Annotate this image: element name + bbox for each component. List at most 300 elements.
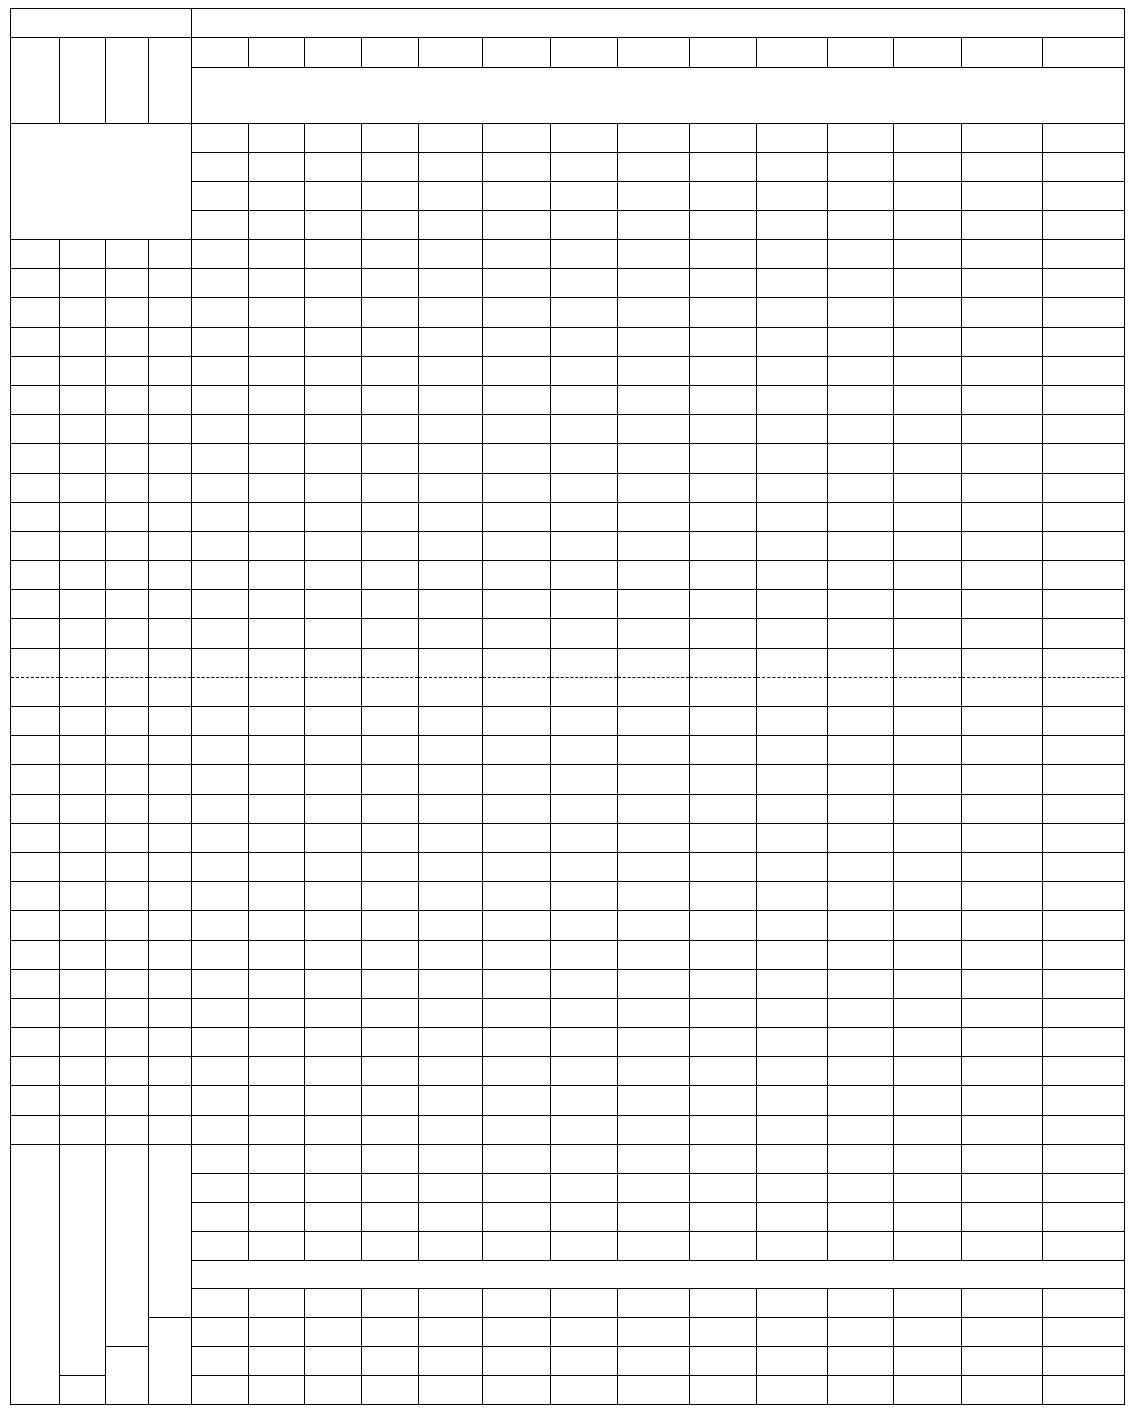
load-value bbox=[551, 823, 618, 852]
table-row bbox=[11, 561, 1125, 590]
load-value bbox=[305, 707, 362, 736]
displacement-value bbox=[11, 502, 60, 531]
table-row bbox=[11, 1317, 1125, 1346]
load-value bbox=[419, 619, 483, 648]
load-value bbox=[305, 969, 362, 998]
load-value bbox=[551, 765, 618, 794]
load-value bbox=[419, 1057, 483, 1086]
stiffness-value bbox=[618, 1288, 690, 1317]
load-value bbox=[551, 998, 618, 1027]
load-value bbox=[483, 153, 551, 182]
load-value bbox=[551, 298, 618, 327]
displacement-value bbox=[11, 590, 60, 619]
load-value bbox=[249, 502, 305, 531]
load-value bbox=[192, 385, 249, 414]
load-value bbox=[894, 240, 962, 269]
load-value bbox=[362, 1028, 419, 1057]
load-value bbox=[483, 356, 551, 385]
load-value bbox=[1043, 124, 1125, 153]
load-value bbox=[690, 823, 757, 852]
load-value bbox=[618, 1057, 690, 1086]
displacement-value bbox=[60, 707, 106, 736]
displacement-value bbox=[11, 561, 60, 590]
load-value bbox=[551, 385, 618, 414]
displacement-value bbox=[149, 765, 192, 794]
load-value bbox=[690, 1115, 757, 1144]
load-value bbox=[483, 852, 551, 881]
displacement-value bbox=[106, 794, 149, 823]
load-value bbox=[962, 940, 1043, 969]
load-value bbox=[483, 677, 551, 706]
load-value bbox=[1043, 794, 1125, 823]
load-value bbox=[690, 473, 757, 502]
displacement-range-label bbox=[11, 124, 192, 240]
load-value bbox=[249, 969, 305, 998]
displacement-value bbox=[106, 561, 149, 590]
load-value bbox=[618, 852, 690, 881]
table-row bbox=[11, 619, 1125, 648]
load-value bbox=[192, 561, 249, 590]
stiffness-value bbox=[362, 1375, 419, 1404]
load-value bbox=[894, 153, 962, 182]
load-value bbox=[362, 327, 419, 356]
load-value bbox=[690, 415, 757, 444]
load-value bbox=[894, 911, 962, 940]
load-value bbox=[962, 240, 1043, 269]
id-number bbox=[962, 38, 1043, 68]
load-value bbox=[419, 298, 483, 327]
stiffness-value bbox=[894, 1317, 962, 1346]
load-value bbox=[249, 590, 305, 619]
load-value bbox=[305, 736, 362, 765]
load-value bbox=[757, 444, 828, 473]
load-value bbox=[690, 211, 757, 240]
displacement-value bbox=[60, 502, 106, 531]
load-value bbox=[894, 385, 962, 414]
load-value bbox=[305, 1115, 362, 1144]
displacement-value bbox=[106, 940, 149, 969]
load-value bbox=[828, 153, 894, 182]
load-value bbox=[894, 182, 962, 211]
displacement-value bbox=[60, 969, 106, 998]
load-value bbox=[362, 590, 419, 619]
load-value bbox=[690, 1202, 757, 1231]
load-value bbox=[1043, 531, 1125, 560]
load-value bbox=[1043, 911, 1125, 940]
load-value bbox=[249, 1057, 305, 1086]
load-value bbox=[894, 211, 962, 240]
stiffness-value bbox=[828, 1375, 894, 1404]
load-value bbox=[894, 969, 962, 998]
load-value bbox=[618, 1202, 690, 1231]
load-value bbox=[962, 444, 1043, 473]
load-value bbox=[551, 531, 618, 560]
load-value bbox=[828, 1057, 894, 1086]
load-value bbox=[618, 619, 690, 648]
load-value bbox=[1043, 415, 1125, 444]
load-value bbox=[249, 1086, 305, 1115]
load-value bbox=[690, 794, 757, 823]
load-value bbox=[1043, 852, 1125, 881]
load-value bbox=[894, 882, 962, 911]
stiffness-value bbox=[419, 1288, 483, 1317]
load-value bbox=[1043, 940, 1125, 969]
load-value bbox=[690, 648, 757, 677]
load-value bbox=[192, 998, 249, 1027]
stiffness-value bbox=[551, 1317, 618, 1346]
load-value bbox=[419, 1173, 483, 1202]
stiffness-value bbox=[192, 1288, 249, 1317]
load-value bbox=[362, 998, 419, 1027]
load-value bbox=[690, 590, 757, 619]
stiffness-value bbox=[483, 1288, 551, 1317]
load-value bbox=[551, 1144, 618, 1173]
displacement-value bbox=[149, 327, 192, 356]
load-value bbox=[618, 385, 690, 414]
load-value bbox=[192, 415, 249, 444]
stiffness-value bbox=[690, 1375, 757, 1404]
displacement-value bbox=[106, 1115, 149, 1144]
load-value bbox=[551, 1028, 618, 1057]
load-value bbox=[894, 1202, 962, 1231]
load-value bbox=[483, 882, 551, 911]
stiffness-value bbox=[1043, 1288, 1125, 1317]
table-row bbox=[11, 1375, 1125, 1404]
load-value bbox=[757, 356, 828, 385]
stiffness-value bbox=[1043, 1375, 1125, 1404]
load-value bbox=[962, 590, 1043, 619]
stiffness-value bbox=[1043, 1317, 1125, 1346]
load-value bbox=[419, 794, 483, 823]
series-value bbox=[11, 38, 60, 124]
displacement-value bbox=[106, 356, 149, 385]
load-value bbox=[192, 1231, 249, 1260]
load-value bbox=[305, 415, 362, 444]
load-value bbox=[362, 240, 419, 269]
displacement-value bbox=[60, 998, 106, 1027]
load-value bbox=[362, 153, 419, 182]
displacement-value bbox=[60, 940, 106, 969]
series-value bbox=[60, 38, 106, 124]
load-value bbox=[551, 940, 618, 969]
table-row bbox=[11, 1346, 1125, 1375]
displacement-value bbox=[11, 648, 60, 677]
load-value bbox=[757, 240, 828, 269]
load-value bbox=[1043, 153, 1125, 182]
load-value bbox=[690, 385, 757, 414]
displacement-value bbox=[106, 1057, 149, 1086]
load-value bbox=[305, 852, 362, 881]
load-value bbox=[419, 969, 483, 998]
load-value bbox=[419, 415, 483, 444]
stiffness-value bbox=[419, 1317, 483, 1346]
stiffness-value bbox=[828, 1317, 894, 1346]
load-value bbox=[305, 1086, 362, 1115]
load-value bbox=[551, 415, 618, 444]
load-value bbox=[249, 531, 305, 560]
load-value bbox=[828, 1144, 894, 1173]
load-value bbox=[690, 998, 757, 1027]
stiffness-value bbox=[483, 1375, 551, 1404]
load-value bbox=[828, 327, 894, 356]
load-value bbox=[828, 794, 894, 823]
load-value bbox=[618, 823, 690, 852]
displacement-value bbox=[149, 882, 192, 911]
displacement-value bbox=[11, 327, 60, 356]
displacement-value bbox=[11, 356, 60, 385]
displacement-value bbox=[149, 911, 192, 940]
id-number bbox=[249, 38, 305, 68]
load-value bbox=[618, 1231, 690, 1260]
table-row bbox=[11, 502, 1125, 531]
load-value bbox=[828, 415, 894, 444]
load-value bbox=[192, 677, 249, 706]
load-value bbox=[305, 1144, 362, 1173]
load-value bbox=[618, 765, 690, 794]
load-value bbox=[305, 124, 362, 153]
load-value bbox=[551, 911, 618, 940]
load-value bbox=[483, 1086, 551, 1115]
load-value bbox=[690, 677, 757, 706]
load-value bbox=[828, 707, 894, 736]
stiffness-value bbox=[894, 1375, 962, 1404]
load-value bbox=[757, 561, 828, 590]
load-value bbox=[894, 707, 962, 736]
load-value bbox=[362, 940, 419, 969]
load-value bbox=[192, 619, 249, 648]
load-value bbox=[483, 1057, 551, 1086]
load-value bbox=[192, 1028, 249, 1057]
load-value bbox=[1043, 1202, 1125, 1231]
load-value bbox=[305, 502, 362, 531]
displacement-value bbox=[11, 269, 60, 298]
load-value bbox=[1043, 1144, 1125, 1173]
load-value bbox=[249, 940, 305, 969]
load-value bbox=[192, 940, 249, 969]
displacement-value bbox=[149, 1028, 192, 1057]
load-value bbox=[249, 823, 305, 852]
load-value bbox=[483, 502, 551, 531]
table-row bbox=[11, 911, 1125, 940]
displacement-value bbox=[149, 1057, 192, 1086]
stiffness-value bbox=[618, 1375, 690, 1404]
load-value bbox=[1043, 298, 1125, 327]
load-value bbox=[962, 1115, 1043, 1144]
load-value bbox=[551, 590, 618, 619]
load-value bbox=[551, 473, 618, 502]
displacement-value bbox=[11, 852, 60, 881]
load-value bbox=[419, 124, 483, 153]
stiffness-value bbox=[618, 1346, 690, 1375]
table-row bbox=[11, 9, 1125, 38]
load-value bbox=[305, 1057, 362, 1086]
load-value bbox=[962, 794, 1043, 823]
load-value bbox=[757, 940, 828, 969]
load-value bbox=[305, 794, 362, 823]
load-value bbox=[962, 1028, 1043, 1057]
load-value bbox=[962, 852, 1043, 881]
table-row bbox=[11, 298, 1125, 327]
load-value bbox=[249, 736, 305, 765]
load-value bbox=[362, 1231, 419, 1260]
load-value bbox=[305, 298, 362, 327]
stiffness-value bbox=[305, 1346, 362, 1375]
stiffness-value bbox=[551, 1375, 618, 1404]
load-value bbox=[362, 794, 419, 823]
id-number bbox=[362, 38, 419, 68]
table-row bbox=[11, 882, 1125, 911]
load-value bbox=[192, 590, 249, 619]
load-value bbox=[828, 590, 894, 619]
load-value bbox=[1043, 385, 1125, 414]
load-value bbox=[249, 211, 305, 240]
load-value bbox=[962, 911, 1043, 940]
stiffness-value bbox=[690, 1288, 757, 1317]
load-value bbox=[483, 473, 551, 502]
displacement-value bbox=[11, 1115, 60, 1144]
id-number bbox=[305, 38, 362, 68]
load-value bbox=[192, 736, 249, 765]
displacement-value bbox=[149, 561, 192, 590]
load-value bbox=[894, 124, 962, 153]
displacement-value bbox=[60, 1115, 106, 1144]
load-value bbox=[362, 1202, 419, 1231]
load-value bbox=[362, 444, 419, 473]
displacement-value bbox=[106, 298, 149, 327]
displacement-value bbox=[60, 1086, 106, 1115]
load-value bbox=[551, 1115, 618, 1144]
load-value bbox=[828, 1173, 894, 1202]
load-value bbox=[757, 852, 828, 881]
load-value bbox=[1043, 736, 1125, 765]
load-value bbox=[1043, 998, 1125, 1027]
load-value bbox=[962, 561, 1043, 590]
load-value bbox=[690, 124, 757, 153]
displacement-value bbox=[149, 502, 192, 531]
load-value bbox=[757, 531, 828, 560]
load-value bbox=[419, 998, 483, 1027]
load-value bbox=[1043, 619, 1125, 648]
load-value bbox=[618, 590, 690, 619]
load-value bbox=[249, 998, 305, 1027]
load-value bbox=[362, 707, 419, 736]
displacement-value bbox=[149, 823, 192, 852]
load-value bbox=[305, 385, 362, 414]
displacement-value bbox=[11, 969, 60, 998]
load-value bbox=[551, 852, 618, 881]
load-value bbox=[192, 182, 249, 211]
load-value bbox=[305, 998, 362, 1027]
load-value bbox=[757, 1115, 828, 1144]
load-value bbox=[1043, 327, 1125, 356]
load-value bbox=[618, 269, 690, 298]
load-value bbox=[483, 240, 551, 269]
load-value bbox=[618, 969, 690, 998]
load-value bbox=[551, 1057, 618, 1086]
stiffness-value bbox=[618, 1317, 690, 1346]
id-number bbox=[192, 38, 249, 68]
load-value bbox=[757, 823, 828, 852]
load-value bbox=[483, 269, 551, 298]
load-value bbox=[419, 269, 483, 298]
load-value bbox=[757, 882, 828, 911]
load-value bbox=[483, 590, 551, 619]
table-row bbox=[11, 1057, 1125, 1086]
load-value bbox=[1043, 1028, 1125, 1057]
load-value bbox=[828, 124, 894, 153]
stiffness-value bbox=[192, 1375, 249, 1404]
load-value bbox=[419, 1231, 483, 1260]
load-value bbox=[690, 765, 757, 794]
load-value bbox=[305, 211, 362, 240]
load-value bbox=[419, 561, 483, 590]
table-row bbox=[11, 531, 1125, 560]
load-value bbox=[894, 561, 962, 590]
load-value bbox=[551, 269, 618, 298]
load-value bbox=[690, 1086, 757, 1115]
displacement-value bbox=[60, 794, 106, 823]
table-row bbox=[11, 38, 1125, 68]
displacement-value bbox=[106, 1028, 149, 1057]
displacement-value bbox=[60, 240, 106, 269]
load-value bbox=[757, 998, 828, 1027]
load-value bbox=[362, 473, 419, 502]
displacement-value bbox=[149, 531, 192, 560]
displacement-value bbox=[149, 794, 192, 823]
load-value bbox=[828, 1115, 894, 1144]
load-value bbox=[1043, 969, 1125, 998]
displacement-value bbox=[60, 298, 106, 327]
load-value bbox=[362, 969, 419, 998]
load-value bbox=[962, 356, 1043, 385]
load-value bbox=[962, 502, 1043, 531]
load-value bbox=[828, 677, 894, 706]
load-value bbox=[419, 882, 483, 911]
load-value bbox=[362, 823, 419, 852]
load-value bbox=[362, 736, 419, 765]
load-value bbox=[305, 182, 362, 211]
load-value bbox=[618, 531, 690, 560]
displacement-value bbox=[106, 590, 149, 619]
displacement-value bbox=[11, 1057, 60, 1086]
table-row bbox=[11, 852, 1125, 881]
load-value bbox=[828, 502, 894, 531]
table-row bbox=[11, 385, 1125, 414]
table-row bbox=[11, 765, 1125, 794]
load-value bbox=[894, 823, 962, 852]
load-value bbox=[894, 473, 962, 502]
load-value bbox=[419, 1028, 483, 1057]
blank-cell bbox=[60, 1144, 106, 1375]
load-value bbox=[305, 1202, 362, 1231]
stiffness-value bbox=[362, 1288, 419, 1317]
load-value bbox=[828, 473, 894, 502]
load-value bbox=[690, 356, 757, 385]
load-value bbox=[192, 852, 249, 881]
load-value bbox=[894, 677, 962, 706]
load-value bbox=[690, 882, 757, 911]
load-value bbox=[551, 1231, 618, 1260]
load-value bbox=[962, 1057, 1043, 1086]
load-value bbox=[249, 1173, 305, 1202]
displacement-value bbox=[11, 619, 60, 648]
load-value bbox=[1043, 1086, 1125, 1115]
displacement-value bbox=[11, 473, 60, 502]
load-value bbox=[305, 531, 362, 560]
displacement-value bbox=[106, 531, 149, 560]
load-value bbox=[757, 794, 828, 823]
load-value bbox=[192, 1086, 249, 1115]
